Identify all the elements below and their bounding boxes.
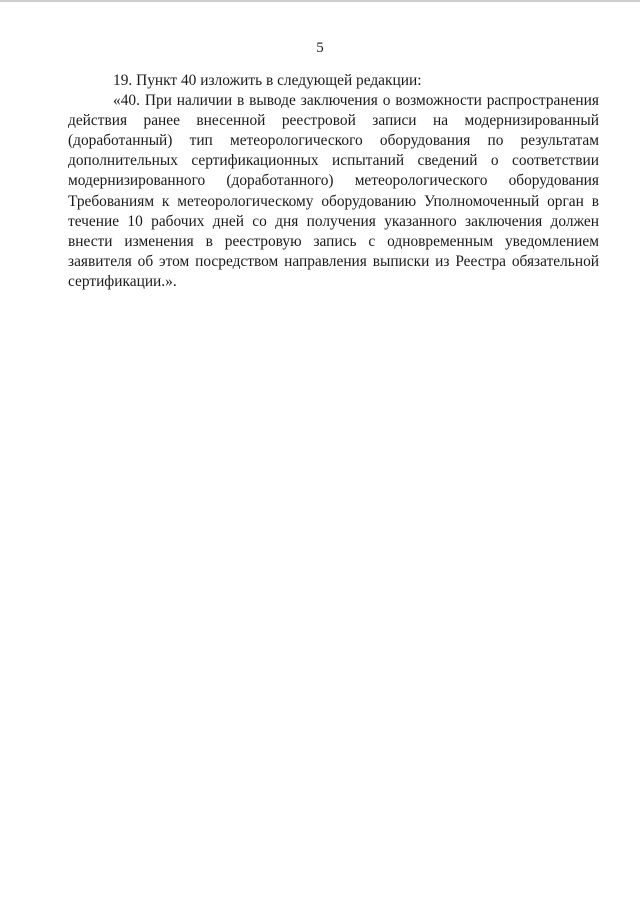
document-body bbox=[68, 71, 599, 292]
item-40-new-wording: «40. При наличии в выводе заключения о возможности распространения действия ранее внесенной реестровой записи на модернизированный (доработанный) тип метеорологического оборудования по результатам дополнительных сертификационных испытаний сведений о соответствии модернизированного (доработанного) метеорологического оборудования Требованиям к метеорологическому оборудованию Уполномоченный орган в течение 10 рабочих дней со дня получения указанного заключения должен внести изменения в реестровую запись с одновременным уведомлением заявителя об этом посредством направления выписки из Реестра обязательной сертификации.». bbox=[68, 92, 599, 290]
scan-top-edge bbox=[0, 0, 640, 2]
item-19-heading: 19. Пункт 40 изложить в следующей редакции: bbox=[113, 72, 422, 89]
page-number: 5 bbox=[316, 40, 324, 56]
